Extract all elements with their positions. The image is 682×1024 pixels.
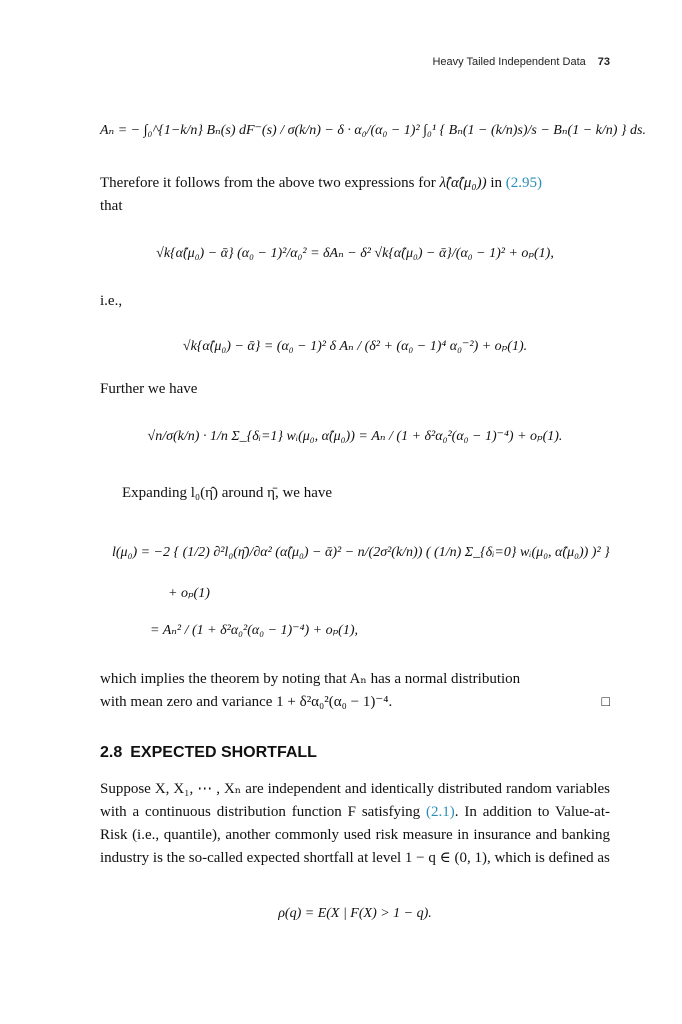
equation-l-mu0: l(μ₀) = −2 { (1/2) ∂²l₀(η̄)/∂α² (α̂(μ₀) − ᾱ)² − n/(2σ²(k/n)) ( (1/n) Σ_{δᵢ=0} wᵢ(μ₀, α̂(μ₀)) )² } [112, 545, 610, 560]
equation-an: Aₙ = − ∫₀^{1−k/n} Bₙ(s) dF⁻(s) / σ(k/n) − δ · α₀/(α₀ − 1)² ∫₀¹ { Bₙ(1 − (k/n)s)/s − Bₙ(1 − k/n) } ds. [100, 123, 646, 138]
paragraph-text: which implies the theorem by noting that Aₙ has a normal distribution [100, 671, 521, 687]
paragraph-text: Therefore it follows from the above two expressions for [100, 175, 440, 191]
running-title: Heavy Tailed Independent Data [432, 56, 586, 68]
paragraph-text: in [486, 175, 506, 191]
running-header [432, 56, 610, 68]
equation-reference-link[interactable]: (2.1) [426, 804, 455, 820]
paragraph-text: that [100, 198, 123, 214]
section-title: EXPECTED SHORTFALL [130, 744, 317, 761]
equation-l-mu0-result: = Aₙ² / (1 + δ²α₀²(α₀ − 1)⁻⁴) + oₚ(1), [150, 623, 359, 638]
paragraph-further: Further we have [100, 381, 198, 397]
paragraph-expanding: Expanding l₀(η̂) around η̄, we have [122, 485, 333, 501]
paragraph-text: Suppose X, X₁, ⋯ , Xₙ are independent and identically distributed random variables with a continuous distribution function F satisfying [100, 781, 610, 820]
equation-sum-w: √n/σ(k/n) · 1/n Σ_{δᵢ=1} wᵢ(μ₀, α̂(μ₀)) = Aₙ / (1 + δ²α₀²(α₀ − 1)⁻⁴) + oₚ(1). [147, 429, 563, 444]
equation-reference-link[interactable]: (2.95) [505, 175, 543, 191]
equation-l-mu0-remainder: + oₚ(1) [168, 586, 210, 601]
section-heading [100, 744, 317, 762]
paragraph-expected-shortfall [100, 778, 610, 870]
equation-alpha-solution: √k{α̂(μ₀) − ᾱ} = (α₀ − 1)² δ Aₙ / (δ² + (α₀ − 1)⁴ α₀⁻²) + oₚ(1). [182, 339, 528, 354]
paragraph-text: with mean zero and variance 1 + δ²α₀²(α₀ − 1)⁻⁴. [100, 694, 393, 710]
equation-rho-definition: ρ(q) = E(X | F(X) > 1 − q). [278, 906, 432, 921]
paragraph-text: . In addition to Value-at-Risk (i.e., quantile), another commonly used risk measure in insurance and banking industry is the so-called expected shortfall at level 1 − q ∈ (0, 1), which is defined as [100, 804, 610, 866]
paragraph-implies [100, 668, 610, 714]
equation-alpha-relation: √k{α̂(μ₀) − ᾱ} (α₀ − 1)²/α₀² = δAₙ − δ² √k{α̂(μ₀) − ᾱ}/(α₀ − 1)² + oₚ(1), [156, 246, 554, 261]
section-number: 2.8 [100, 744, 123, 761]
page-number: 73 [597, 56, 610, 68]
paragraph-ie: i.e., [100, 293, 123, 309]
paragraph-therefore [100, 172, 610, 218]
inline-math: λ̂(α̂(μ₀)) [439, 175, 487, 191]
qed-symbol: □ [601, 695, 610, 710]
